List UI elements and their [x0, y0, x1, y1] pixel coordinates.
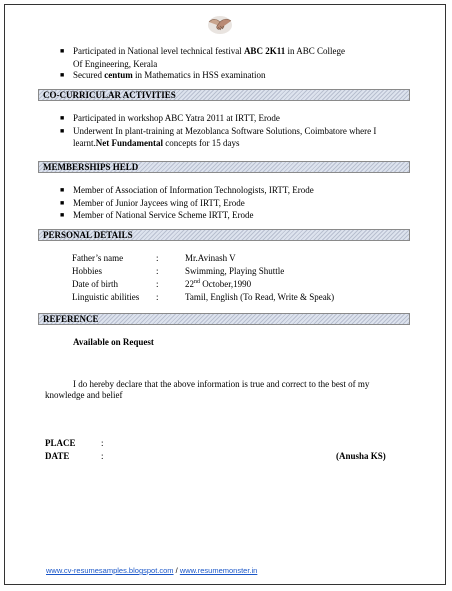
detail-separator: :: [156, 279, 159, 289]
detail-label: Hobbies: [72, 266, 102, 276]
list-item: Underwent In plant-training at Mezoblanca Software Solutions, Coimbatore where I: [73, 126, 377, 136]
detail-separator: :: [156, 292, 159, 302]
place-label: PLACE: [45, 438, 76, 448]
list-item: Secured centum in Mathematics in HSS examination: [73, 70, 266, 80]
section-heading-reference: REFERENCE: [38, 313, 410, 325]
list-item: Participated in workshop ABC Yatra 2011 at IRTT, Erode: [73, 113, 280, 123]
detail-value: Mr.Avinash V: [185, 253, 236, 263]
date-label: DATE: [45, 451, 70, 461]
list-item-continuation: learnt.Net Fundamental concepts for 15 days: [73, 138, 240, 148]
detail-value: 22nd October,1990: [185, 279, 252, 289]
reference-text: Available on Request: [73, 337, 154, 347]
declaration-line: knowledge and belief: [45, 390, 123, 400]
detail-label: Father’s name: [72, 253, 124, 263]
footer: [46, 566, 257, 575]
handshake-icon: [207, 12, 233, 36]
detail-value: Swimming, Playing Shuttle: [185, 266, 285, 276]
bullet-icon: ■: [60, 211, 65, 219]
detail-separator: :: [156, 253, 159, 263]
footer-link-resumemonster[interactable]: www.resumemonster.in: [179, 566, 258, 575]
bullet-icon: ■: [60, 186, 65, 194]
footer-separator: /: [173, 566, 180, 575]
section-heading-memberships: MEMBERSHIPS HELD: [38, 161, 410, 173]
list-item: Participated in National level technical festival ABC 2K11 in ABC College: [73, 46, 345, 56]
footer-link-cv-resumesamples[interactable]: www.cv-resumesamples.blogspot.com: [46, 566, 174, 575]
declaration-line: I do hereby declare that the above information is true and correct to the best of my: [73, 379, 370, 389]
list-item: Member of Association of Information Technologists, IRTT, Erode: [73, 185, 314, 195]
signature-name: (Anusha KS): [336, 451, 386, 461]
bullet-icon: ■: [60, 47, 65, 55]
section-heading-personal-details: PERSONAL DETAILS: [38, 229, 410, 241]
detail-label: Linguistic abilities: [72, 292, 140, 302]
list-item: Member of Junior Jaycees wing of IRTT, Erode: [73, 198, 245, 208]
place-separator: :: [101, 438, 104, 448]
section-heading-co-curricular: CO-CURRICULAR ACTIVITIES: [38, 89, 410, 101]
bullet-icon: ■: [60, 127, 65, 135]
detail-separator: :: [156, 266, 159, 276]
list-item-continuation: Of Engineering, Kerala: [73, 59, 158, 69]
detail-label: Date of birth: [72, 279, 118, 289]
bullet-icon: ■: [60, 114, 65, 122]
bullet-icon: ■: [60, 199, 65, 207]
detail-value: Tamil, English (To Read, Write & Speak): [185, 292, 335, 302]
list-item: Member of National Service Scheme IRTT, Erode: [73, 210, 254, 220]
bullet-icon: ■: [60, 71, 65, 79]
date-separator: :: [101, 451, 104, 461]
